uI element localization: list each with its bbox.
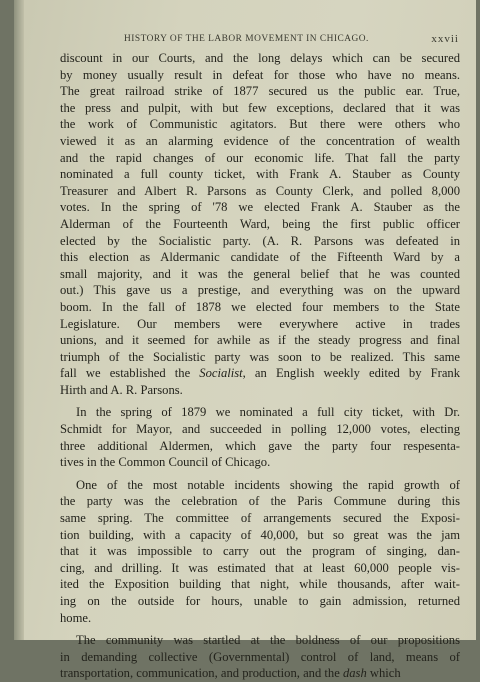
text-line: out.) This gave us a prestige, and everything was on the upward [60,283,460,298]
page-number: xxvii [431,33,459,45]
text-line: Treasurer and Albert R. Parsons as County Clerk, and polled 8,000 [60,183,460,198]
text-line: the work of Communistic agitators. But there were others who [60,117,460,132]
text-line: Hirth and A. R. Parsons. [60,382,183,397]
text-line: The great railroad strike of 1877 secured us the public ear. True, [60,84,460,99]
text-line: that it was impossible to carry out the program of singing, dan- [60,544,460,559]
text-line: same spring. The committee of arrangements secured the Exposi- [60,511,460,526]
text-line: boom. In the fall of 1878 we elected four members to the State [60,299,460,314]
text-line: ing on the outside for hours, unable to gain admission, returned [60,594,460,608]
text-line: by money usually result in defeat for those who have no means. [60,67,460,82]
text-line: the press and pulpit, with but few exceptions, declared that it was [60,100,460,115]
text-line: votes. In the spring of '78 we elected Frank A. Stauber as the [60,200,460,215]
text-line: nominated a full county ticket, with Frank A. Stauber as County [60,167,460,182]
text-line: home. [60,610,92,625]
running-header [124,34,459,44]
text-line: in demanding collective (Governmental) control of land, means of [60,649,460,664]
running-head-title: HISTORY OF THE LABOR MOVEMENT IN CHICAGO. [124,34,369,44]
body-text [60,50,460,682]
text-line: The community was startled at the boldness of our propositions [76,633,460,648]
text-line: Legislature. Our members were everywhere active in trades [60,316,460,331]
text-line: transportation, communication, and production, and the dash which [60,666,401,681]
text-line: fall we established the Socialist, an English weekly edited by Frank [60,366,460,381]
text-line: this election as Aldermanic candidate of the Fifteenth Ward by a [60,250,460,265]
paragraph [60,477,460,626]
text-line: unions, and it seemed for awhile as if the steady progress and final [60,333,460,348]
book-page [14,0,476,681]
text-line: cing, and drilling. It was estimated that at least 60,000 people vis- [60,560,460,575]
text-line: and the rapid changes of our economic life. That fall the party [60,150,460,165]
paragraph [60,50,460,398]
text-line: triumph of the Socialistic party was soon to be realized. This same [60,349,460,364]
text-line: ited the Exposition building that night, while thousands, after wait- [60,577,460,592]
text-line: One of the most notable incidents showing the rapid growth of [76,477,460,492]
text-line: viewed it as an alarming evidence of the concentration of wealth [60,133,460,148]
text-line: three additional Aldermen, which gave the party four respesenta- [60,438,460,453]
text-line: Schmidt for Mayor, and succeeded in polling 12,000 votes, electing [60,422,460,437]
text-line: small majority, and it was the general belief that he was counted [60,266,460,281]
page-gutter-shadow [14,0,24,640]
text-line: elected by the Socialistic party. (A. R. Parsons was defeated in [60,233,460,248]
text-line: tives in the Common Council of Chicago. [60,455,271,470]
paragraph [60,632,460,682]
text-line: the party was the celebration of the Paris Commune during this [60,494,460,509]
text-line: tion building, with a capacity of 40,000, but so great was the jam [60,527,460,542]
paragraph [60,404,460,470]
text-line: Alderman of the Fourteenth Ward, being the first public officer [60,216,460,231]
text-line: In the spring of 1879 we nominated a full city ticket, with Dr. [76,405,460,420]
text-line: discount in our Courts, and the long delays which can be secured [60,51,460,65]
